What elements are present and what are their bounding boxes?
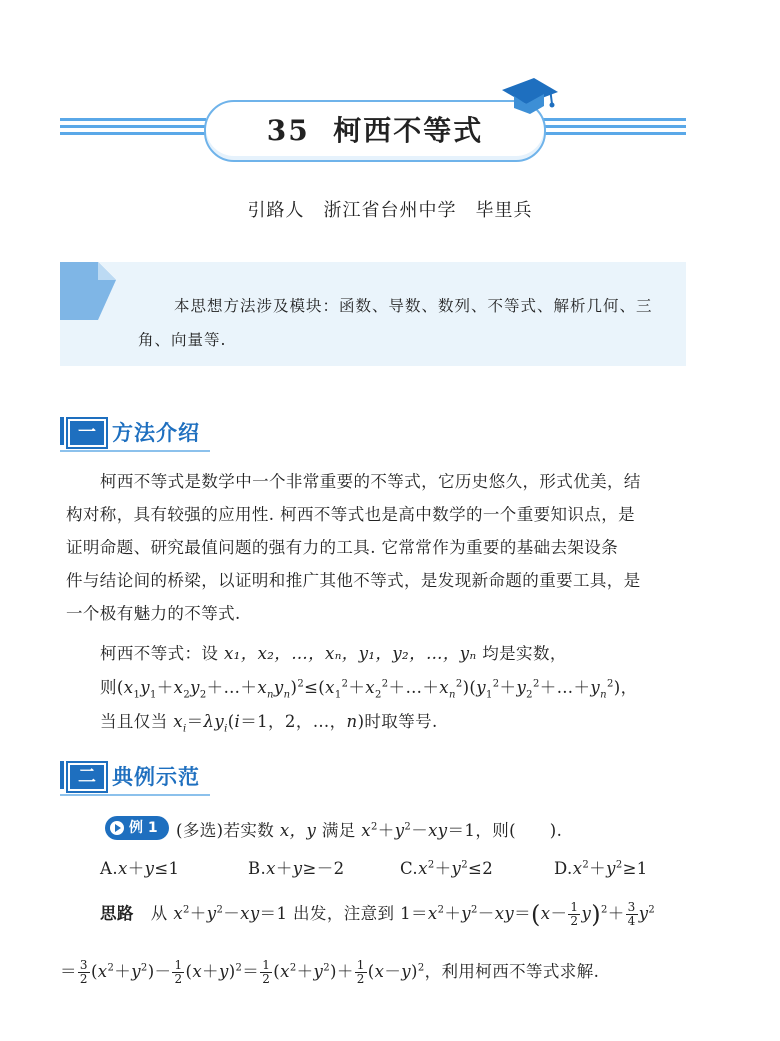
option-d-letter: D. <box>554 859 573 878</box>
play-icon <box>110 821 124 835</box>
hint-line-2 <box>60 958 599 986</box>
theorem-tail: 均是实数， <box>482 644 567 663</box>
option-c: $C.x^2+y^2\le 2$ <box>400 859 494 878</box>
section1-rule <box>60 450 210 452</box>
hint-line-1 <box>100 900 655 929</box>
example1-stem-tail: ，则( ). <box>475 821 563 840</box>
theorem-line-1 <box>100 640 567 664</box>
title-stripe-right-3 <box>540 132 686 135</box>
intro-line-5: 一个极有魅力的不等式. <box>66 604 241 623</box>
example1-condition: $x^2+y^2-xy=1$ <box>361 821 476 840</box>
theorem-eq-tail: 时取等号. <box>364 712 438 731</box>
example1-badge <box>105 816 169 840</box>
hint-text2: 出发，注意到 <box>293 904 395 923</box>
note-line-2: 角、向量等. <box>138 331 227 349</box>
section2-badge: 二 <box>68 763 106 791</box>
theorem-ineq-prefix: 则 <box>100 678 117 697</box>
section2-title: 典例示范 <box>112 765 200 789</box>
option-c-letter: C. <box>400 859 419 878</box>
theorem-line-3 <box>100 708 438 734</box>
graduation-cap-icon <box>500 74 560 116</box>
hint-formula-3: ＝ $\frac{3}{2}$ $(x^2+y^2)-$ $\frac{1}{2}$ $(x+y)^2=$ $\frac{1}{2}$ $(x^2+y^2)+$ $\frac{1}{2}$ $(x-y)^2$ <box>60 958 425 986</box>
title-stripe-left-2 <box>60 125 206 128</box>
title-text: 柯西不等式 <box>333 114 484 147</box>
page-title <box>206 102 544 160</box>
equality-condition: $x_i=\lambda y_i(i=1$，2，…，n) <box>173 712 365 735</box>
author-line: 引路人 浙江省台州中学 毕里兵 <box>247 200 533 221</box>
note-corner-decoration <box>60 262 120 322</box>
title-stripe-right-2 <box>540 125 686 128</box>
section1-marker <box>60 417 64 445</box>
hint-tail: ，利用柯西不等式求解. <box>424 962 600 981</box>
example1-stem <box>176 817 562 841</box>
example1-stem-mid: 满足 <box>321 821 356 840</box>
theorem-lead: 柯西不等式：设 <box>100 644 219 663</box>
title-banner <box>204 100 546 162</box>
title-stripe-left-1 <box>60 118 206 121</box>
intro-line-4: 件与结论间的桥梁，以证明和推广其他不等式，是发现新命题的重要工具，是 <box>66 571 641 590</box>
hint-formula-1: $x^2+y^2-xy=1$ <box>173 904 288 923</box>
section1-title: 方法介绍 <box>112 421 200 445</box>
example1-badge-label: 例 1 <box>129 820 158 836</box>
example1-stem-vars: x，y <box>279 821 317 840</box>
title-number: 35 <box>266 114 310 147</box>
option-d: $D.x^2+y^2\ge 1$ <box>554 859 648 878</box>
option-b-letter: B. <box>248 859 267 878</box>
section2-rule <box>60 794 210 796</box>
option-a: A.x＋y≤1 <box>100 859 180 878</box>
hint-text1: 从 <box>150 904 168 923</box>
intro-line-2: 构对称，具有较强的应用性. 柯西不等式也是高中数学的一个重要知识点，是 <box>66 505 635 524</box>
theorem-vars: x₁，x₂，…，xₙ，y₁，y₂，…，yₙ <box>223 644 477 663</box>
hint-label: 思路 <box>100 904 134 923</box>
theorem-eq-prefix: 当且仅当 <box>100 712 168 731</box>
cauchy-inequality-formula: $(x_1y_1+x_2y_2+\dots+x_ny_n)^2\le(x_1^2+x_2^2+\dots+x_n^2)(y_1^2+y_2^2+\dots+y_n^2)$， <box>116 678 638 701</box>
section2-marker <box>60 761 64 789</box>
theorem-line-2 <box>100 674 638 700</box>
note-line-1: 本思想方法涉及模块：函数、导数、数列、不等式、解析几何、三 <box>174 297 653 315</box>
section1-badge: 一 <box>68 419 106 447</box>
title-stripe-right-1 <box>540 118 686 121</box>
option-a-letter: A. <box>100 859 118 878</box>
intro-line-1: 柯西不等式是数学中一个非常重要的不等式，它历史悠久，形式优美，结 <box>100 472 641 491</box>
title-stripe-left-3 <box>60 132 206 135</box>
option-b: B.x＋y≥－2 <box>248 859 345 878</box>
example1-stem-lead: (多选)若实数 <box>176 821 275 840</box>
hint-formula-2: $1=x^2+y^2-xy=(x-$ $\frac{1}{2}$ y)$^2$＋ $\frac{3}{4}$ $y^2$ <box>400 900 656 929</box>
intro-line-3: 证明命题、研究最值问题的强有力的工具. 它常常作为重要的基础去架设条 <box>66 538 619 557</box>
